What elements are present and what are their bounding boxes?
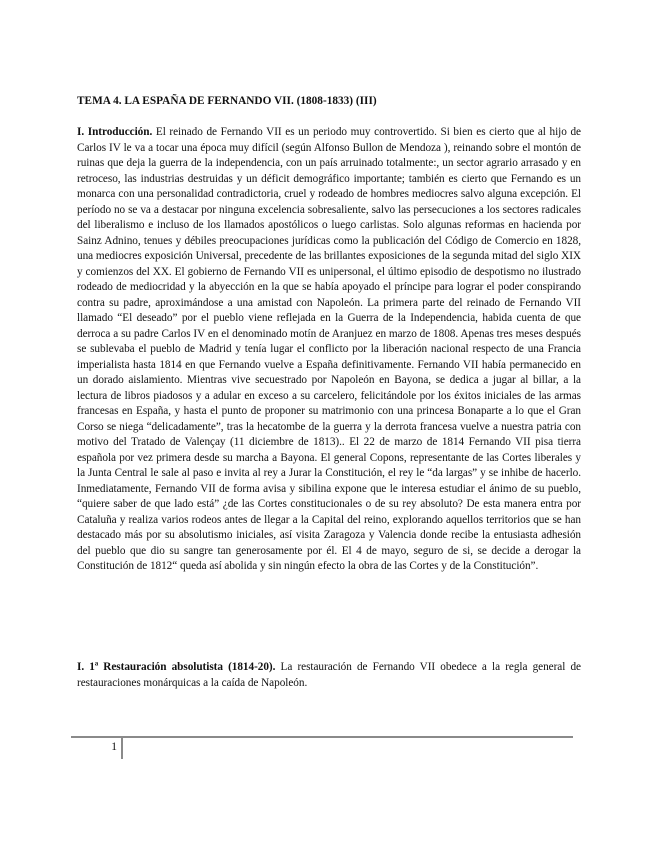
section-restauracion xyxy=(77,660,581,691)
footer-rule xyxy=(71,736,573,738)
document-title: TEMA 4. LA ESPAÑA DE FERNANDO VII. (1808-1833) (III) xyxy=(77,95,377,107)
section-body-introduccion: El reinado de Fernando VII es un periodo muy controvertido. Si bien es cierto que al hijo de Carlos IV le va a tocar una época muy difícil (según Alfonso Bullon de Mendoza ), reinando sobre el montón de ruinas que deja la guerra de la independencia, con un país arruinado totalmente:, un sector agrario arrasado y en retroceso, las industrias destruidas y un déficit demográfico importante; también es cierto que Fernando es un monarca con una personalidad contradictoria, cruel y rodeado de hombres mediocres salvo alguna excepción. El período no se va a destacar por ninguna excelencia sobresaliente, salvo las persecuciones a los sectores radicales del liberalismo e incluso de los llamados apostólicos o luego carlistas. Solo algunas reformas en hacienda por Sainz Adnino, tenues y débiles preocupaciones jurídicas como la publicación del Código de Comercio en 1828, una mediocres exposición Universal, precedente de las brillantes exposiciones de la segunda mitad del siglo XIX y comienzos del XX. El gobierno de Fernando VII es unipersonal, el último episodio de despotismo no ilustrado rodeado de mediocridad y la abyección en la que se había apoyado el príncipe para lograr el poder conspirando contra su padre, aproximándose a una amistad con Napoleón. La primera parte del reinado de Fernando VII llamado “El deseado” por el pueblo viene reflejada en la Guerra de la Independencia, habida cuenta de que derroca a su padre Carlos IV en el denominado motín de Aranjuez en marzo de 1808. Apenas tres meses después se sublevaba el pueblo de Madrid y tenía lugar el conflicto por la liberación nacional respecto de una Francia imperialista hasta 1814 en que Fernando vuelve a España definitivamente. Fernando VII había permanecido en un dorado aislamiento. Mientras vive secuestrado por Napoleón en Bayona, se dedica a jugar al billar, a la lectura de libros piadosos y a adular en exceso a su carcelero, felicitándole por los éxitos iniciales de las armas francesas en España, y hasta el punto de proponer su matrimonio con una princesa Bonaparte a lo que el Gran Corso se niega “delicadamente”, tras la hecatombe de la guerra y la derrota francesa vuelve a nuestra patria con motivo del Tratado de Valençay (11 diciembre de 1813).. El 22 de marzo de 1814 Fernando VII pisa tierra española por vez primera desde su marcha a Bayona. El general Copons, representante de las Cortes liberales y la Junta Central le sale al paso e invita al rey a Jurar la Constitución, el rey le “da largas” y se inhibe de hacerlo. Inmediatamente, Fernando VII de forma avisa y sibilina expone que le interesa estudiar el ánimo de su pueblo, “quiere saber de que lado está” ¿de las Cortes constitucionales o de su rey absoluto? De esta manera entra por Cataluña y realiza varios rodeos antes de llegar a la Capital del reino, explorando aquellos territorios que se han destacado más por su absolutismo iniciales, así visita Zaragoza y Valencia donde recibe la entusiasta adhesión del pueblo que dio su sangre tan generosamente por él. El 4 de mayo, seguro de si, se decide a derogar la Constitución de 1812“ queda así abolida y sin ningún efecto la obra de las Cortes y de la Constitución”. xyxy=(77,126,581,572)
section-body-restauracion: La restauración de Fernando VII obedece a la regla general de restauraciones monárquicas a la caída de Napoleón. xyxy=(77,661,581,689)
page-number: 1 xyxy=(111,741,117,753)
section-introduccion xyxy=(77,125,581,575)
footer-divider xyxy=(121,737,123,759)
section-heading-introduccion: I. Introducción. xyxy=(77,126,153,138)
section-heading-restauracion: I. 1ª Restauración absolutista (1814-20). xyxy=(77,661,276,673)
